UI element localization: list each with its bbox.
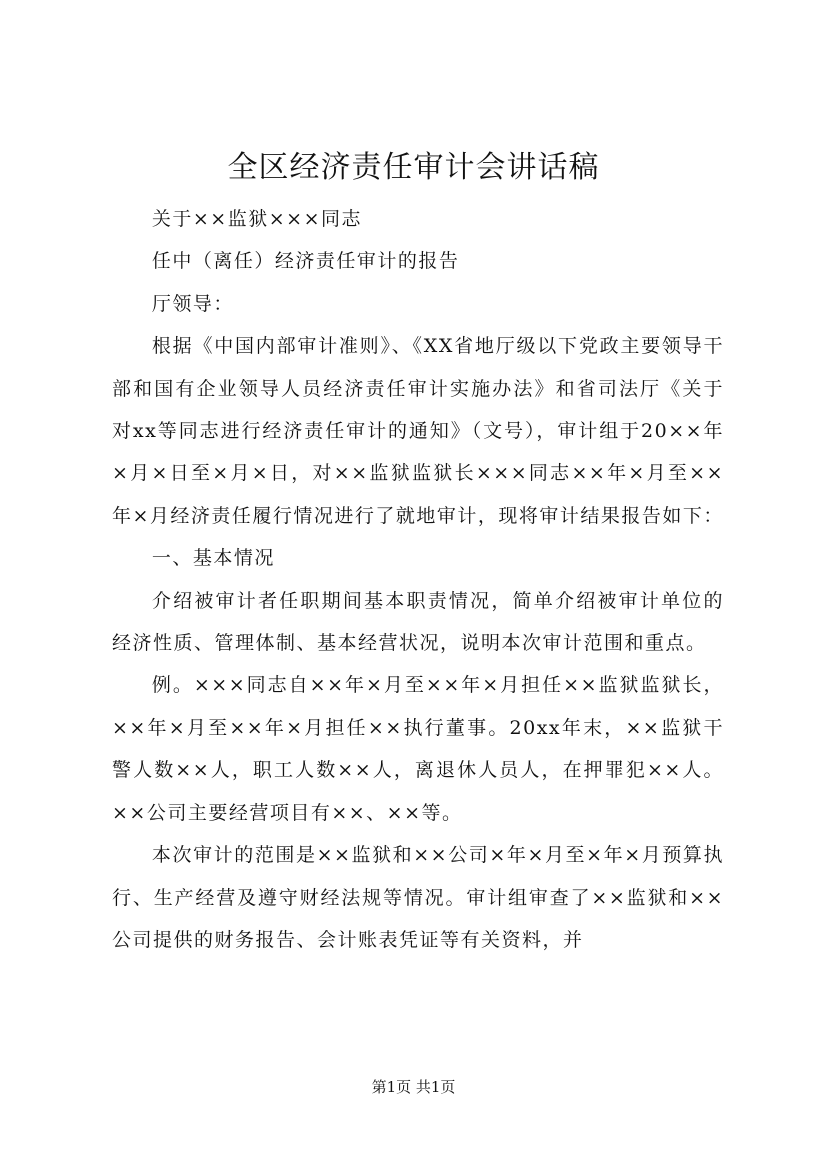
page-footer: 第1页 共1页: [371, 1078, 456, 1096]
body-paragraph: 本次审计的范围是××监狱和××公司×年×月至×年×月预算执行、生产经营及遵守财经法规等情况。审计组审查了××监狱和××公司提供的财务报告、会计账表凭证等有关资料，并: [112, 844, 724, 951]
section-heading: 一、基本情况: [151, 547, 275, 570]
body-paragraph: 介绍被审计者任职期间基本职责情况，简单介绍被审计单位的经济性质、管理体制、基本经营状况，说明本次审计范围和重点。: [112, 589, 724, 655]
body-paragraph: 例。×××同志自××年×月至××年×月担任××监狱监狱长，××年×月至××年×月担任××执行董事。20xx年末，××监狱干警人数××人，职工人数××人，离退休人员人，在押罪犯××人。××公司主要经营项目有××、××等。: [112, 674, 724, 824]
subject-line-1: 关于××监狱×××同志: [151, 208, 362, 230]
document-body: [112, 198, 724, 961]
salutation: 厅领导：: [151, 292, 234, 315]
document-title: 全区经济责任审计会讲话稿: [227, 150, 600, 185]
subject-line-2: 任中（离任）经济责任审计的报告: [151, 250, 460, 273]
body-paragraph: 根据《中国内部审计准则》、《XX省地厅级以下党政主要领导干部和国有企业领导人员经济责任审计实施办法》和省司法厅《关于对xx等同志进行经济责任审计的通知》（文号），审计组于20××年×月×日至×月×日，对××监狱监狱长×××同志××年×月至××年×月经济责任履行情况进行了就地审计，现将审计结果报告如下：: [112, 335, 724, 527]
